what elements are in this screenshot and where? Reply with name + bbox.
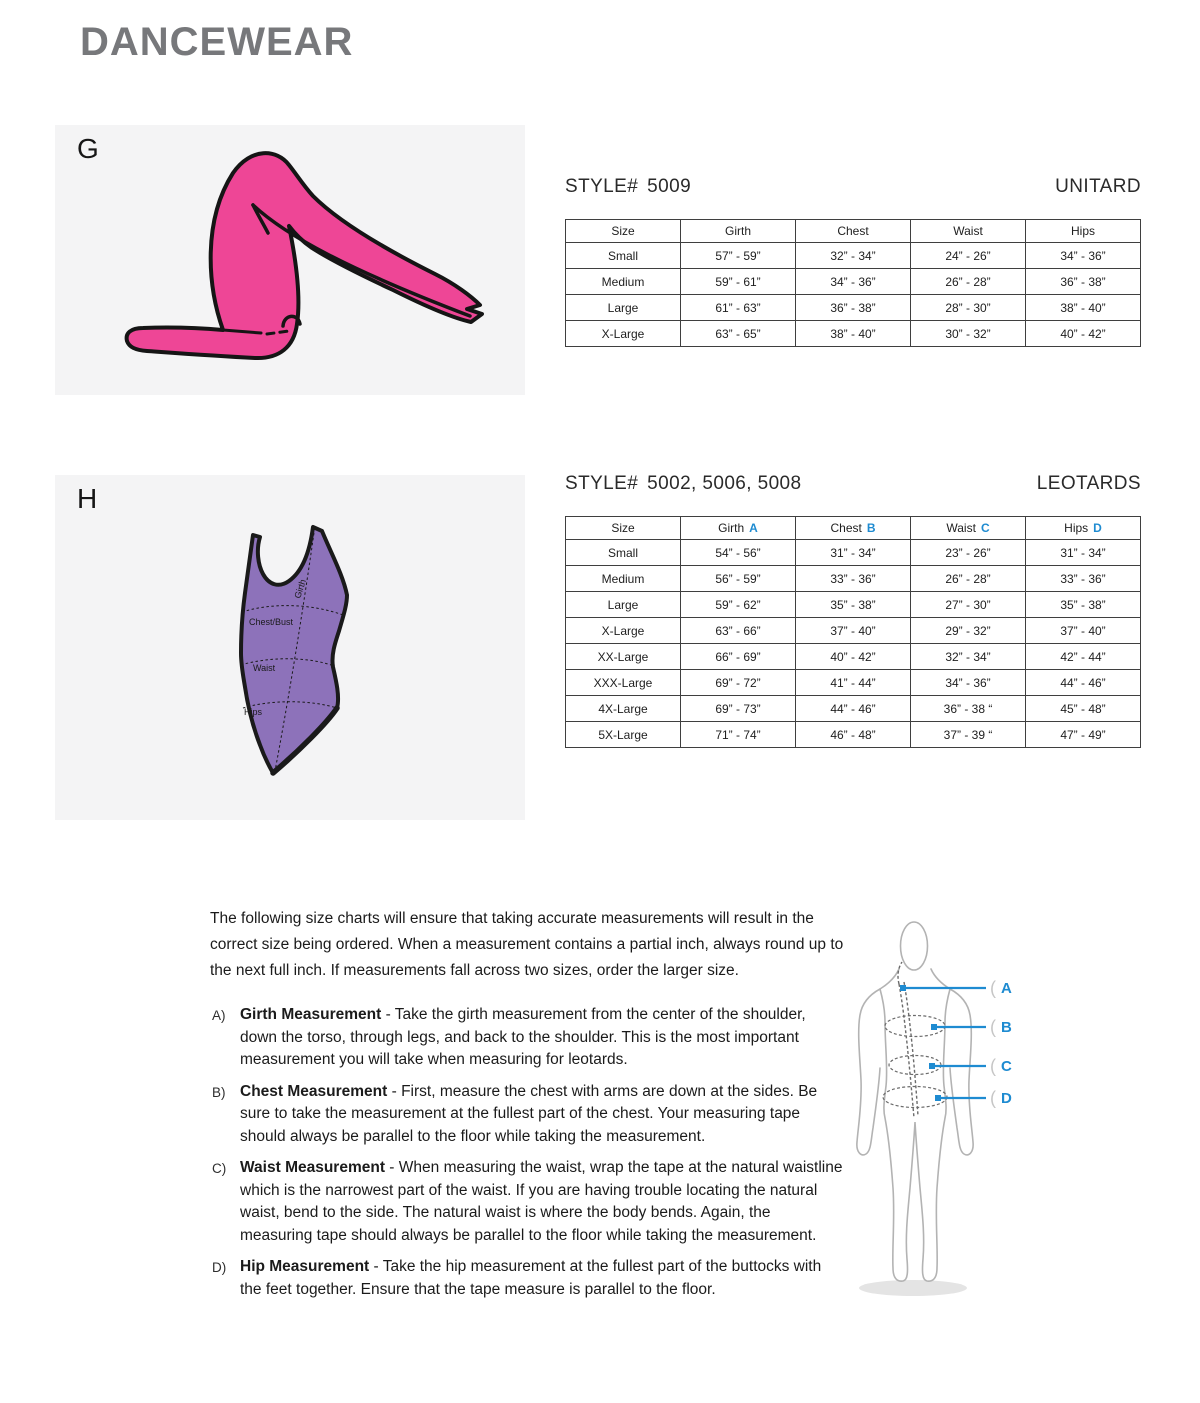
garment-chest-label: Chest/Bust bbox=[249, 617, 294, 627]
measuring-instructions bbox=[210, 906, 844, 1310]
size-row bbox=[566, 670, 1141, 696]
measurement-cell: 44” - 46” bbox=[796, 696, 911, 722]
measurement-cell: 38” - 40” bbox=[796, 321, 911, 347]
list-marker: A) bbox=[212, 1008, 226, 1023]
measurement-cell: 59” - 62” bbox=[681, 592, 796, 618]
instructions-intro: The following size charts will ensure that taking accurate measurements will result in the correct size being ordered. When a measurement contains a partial inch, always round up to the next full inch. If measurements fall across two sizes, order the larger size. bbox=[210, 910, 844, 979]
body-diagram bbox=[848, 908, 1200, 1304]
size-name-cell: Medium bbox=[566, 566, 681, 592]
column-header: Hips D bbox=[1026, 517, 1141, 540]
size-row bbox=[566, 321, 1141, 347]
measurement-cell: 36” - 38 “ bbox=[911, 696, 1026, 722]
floor-shadow bbox=[859, 1280, 967, 1296]
column-header: Waist C bbox=[911, 517, 1026, 540]
measurement-cell: 45” - 48” bbox=[1026, 696, 1141, 722]
measurement-cell: 59” - 61” bbox=[681, 269, 796, 295]
measurement-cell: 31” - 34” bbox=[1026, 540, 1141, 566]
leotards-info bbox=[565, 473, 1141, 748]
pointer-dots bbox=[900, 985, 941, 1101]
measurement-figure bbox=[848, 908, 1200, 1304]
measurement-cell: 33” - 36” bbox=[796, 566, 911, 592]
measurement-cell: 28” - 30” bbox=[911, 295, 1026, 321]
section-letter-g: G bbox=[77, 133, 99, 164]
measurement-cell: 37” - 40” bbox=[1026, 618, 1141, 644]
garment-waist-label: Waist bbox=[253, 663, 276, 673]
instruction-title: Girth Measurement bbox=[240, 1006, 382, 1023]
size-row bbox=[566, 243, 1141, 269]
size-row bbox=[566, 696, 1141, 722]
size-name-cell: Small bbox=[566, 243, 681, 269]
measurement-cell: 31” - 34” bbox=[796, 540, 911, 566]
unitard-info bbox=[565, 176, 1141, 347]
size-row bbox=[566, 644, 1141, 670]
column-header: Hips bbox=[1026, 220, 1141, 243]
measurement-cell: 34” - 36” bbox=[1026, 243, 1141, 269]
measurement-cell: 23” - 26” bbox=[911, 540, 1026, 566]
header-row bbox=[566, 517, 1141, 540]
measurement-cell: 29” - 32” bbox=[911, 618, 1026, 644]
measurement-cell: 40” - 42” bbox=[1026, 321, 1141, 347]
size-name-cell: X-Large bbox=[566, 321, 681, 347]
figure-label-b bbox=[990, 1018, 1012, 1036]
figure-label-c bbox=[990, 1057, 1012, 1075]
size-name-cell: Small bbox=[566, 540, 681, 566]
measurement-cell: 44” - 46” bbox=[1026, 670, 1141, 696]
measurement-cell: 66” - 69” bbox=[681, 644, 796, 670]
paren-glyph: ( bbox=[990, 1017, 996, 1037]
product-type: UNITARD bbox=[1055, 176, 1141, 197]
size-name-cell: Large bbox=[566, 592, 681, 618]
size-name-cell: 5X-Large bbox=[566, 722, 681, 748]
instruction-title: Hip Measurement bbox=[240, 1258, 370, 1275]
section-letter-h: H bbox=[77, 483, 98, 514]
measurement-cell: 33” - 36” bbox=[1026, 566, 1141, 592]
measurement-cell: 42” - 44” bbox=[1026, 644, 1141, 670]
size-row bbox=[566, 566, 1141, 592]
measurement-cell: 61” - 63” bbox=[681, 295, 796, 321]
size-row bbox=[566, 618, 1141, 644]
measurement-list bbox=[210, 1004, 844, 1301]
size-name-cell: XX-Large bbox=[566, 644, 681, 670]
measurement-cell: 37” - 40” bbox=[796, 618, 911, 644]
figure-label-a bbox=[990, 979, 1012, 997]
measure-letter: C bbox=[980, 521, 990, 535]
measurement-cell: 63” - 65” bbox=[681, 321, 796, 347]
column-header: Size bbox=[566, 517, 681, 540]
measurement-cell: 26” - 28” bbox=[911, 566, 1026, 592]
figure-letter: B bbox=[1001, 1018, 1012, 1036]
measurement-cell: 24” - 26” bbox=[911, 243, 1026, 269]
unitard-drawing bbox=[55, 125, 525, 395]
paren-glyph: ( bbox=[990, 978, 996, 998]
measurement-cell: 38” - 40” bbox=[1026, 295, 1141, 321]
measurement-cell: 34” - 36” bbox=[911, 670, 1026, 696]
column-header: Girth A bbox=[681, 517, 796, 540]
measurement-cell: 54” - 56” bbox=[681, 540, 796, 566]
size-row bbox=[566, 592, 1141, 618]
measurement-cell: 34” - 36” bbox=[796, 269, 911, 295]
column-header: Girth bbox=[681, 220, 796, 243]
figure-letter: C bbox=[1001, 1057, 1012, 1075]
measurement-cell: 32” - 34” bbox=[911, 644, 1026, 670]
page-title: DANCEWEAR bbox=[80, 20, 354, 64]
header-row bbox=[566, 220, 1141, 243]
measurement-cell: 46” - 48” bbox=[796, 722, 911, 748]
measurement-cell: 69” - 73” bbox=[681, 696, 796, 722]
leotard-illustration-box bbox=[55, 475, 525, 820]
measurement-cell: 40” - 42” bbox=[796, 644, 911, 670]
style-numbers: 5002, 5006, 5008 bbox=[647, 473, 802, 494]
measurement-cell: 36” - 38” bbox=[796, 295, 911, 321]
measure-letter: B bbox=[866, 521, 876, 535]
list-marker: D) bbox=[212, 1260, 227, 1275]
measurement-cell: 32” - 34” bbox=[796, 243, 911, 269]
measurement-cell: 37” - 39 “ bbox=[911, 722, 1026, 748]
style-numbers: 5009 bbox=[647, 176, 692, 197]
style-label: STYLE# bbox=[565, 176, 639, 197]
size-row bbox=[566, 269, 1141, 295]
figure-letter: A bbox=[1001, 979, 1012, 997]
measurement-cell: 63” - 66” bbox=[681, 618, 796, 644]
leotard-drawing bbox=[55, 475, 525, 820]
measurement-cell: 35” - 38” bbox=[1026, 592, 1141, 618]
column-header: Size bbox=[566, 220, 681, 243]
size-name-cell: X-Large bbox=[566, 618, 681, 644]
column-header: Chest bbox=[796, 220, 911, 243]
measurement-cell: 26” - 28” bbox=[911, 269, 1026, 295]
garment-hips-label: Hips bbox=[244, 707, 263, 717]
size-row bbox=[566, 722, 1141, 748]
measurement-instruction: D) Hip Measurement - Take the hip measurement at the fullest part of the buttocks with the feet together. Ensure that the tape measure is parallel to the floor. bbox=[212, 1258, 822, 1298]
measurement-instruction: B) Chest Measurement - First, measure the chest with arms are down at the sides. Be sure to take the measurement at the fullest part of the chest. Your measuring tape should always be parallel to the floor while taking the measurement. bbox=[212, 1082, 818, 1145]
measurement-cell: 57” - 59” bbox=[681, 243, 796, 269]
leotards-size-table bbox=[565, 516, 1141, 748]
measurement-cell: 35” - 38” bbox=[796, 592, 911, 618]
unitard-size-table bbox=[565, 219, 1141, 347]
column-header: Chest B bbox=[796, 517, 911, 540]
measurement-cell: 41” - 44” bbox=[796, 670, 911, 696]
measurement-instruction: A) Girth Measurement - Take the girth measurement from the center of the shoulder, down the torso, through legs, and back to the shoulder. This is the most important measurement you will take when measuring for leotards. bbox=[212, 1006, 806, 1068]
measurement-cell: 47” - 49” bbox=[1026, 722, 1141, 748]
unitard-style-row bbox=[565, 176, 1141, 198]
measurement-cell: 36” - 38” bbox=[1026, 269, 1141, 295]
instruction-title: Waist Measurement bbox=[240, 1159, 385, 1176]
leotards-style-row bbox=[565, 473, 1141, 495]
garment-girth-label: Girth bbox=[292, 577, 308, 600]
paren-glyph: ( bbox=[990, 1056, 996, 1076]
measurement-cell: 71” - 74” bbox=[681, 722, 796, 748]
list-marker: B) bbox=[212, 1084, 226, 1100]
style-label: STYLE# bbox=[565, 473, 639, 494]
size-name-cell: Large bbox=[566, 295, 681, 321]
instruction-title: Chest Measurement bbox=[240, 1082, 388, 1100]
measurement-cell: 30” - 32” bbox=[911, 321, 1026, 347]
unitard-illustration-box bbox=[55, 125, 525, 395]
measurement-cell: 27” - 30” bbox=[911, 592, 1026, 618]
measure-letter: D bbox=[1093, 521, 1102, 535]
measure-letter: A bbox=[749, 521, 758, 535]
measurement-cell: 69” - 72” bbox=[681, 670, 796, 696]
list-marker: C) bbox=[212, 1161, 227, 1176]
measurement-cell: 56” - 59” bbox=[681, 566, 796, 592]
measurement-instruction: C) Waist Measurement - When measuring the waist, wrap the tape at the natural waistline which is the narrowest part of the waist. If you are having trouble locating the natural waist, bend to the side. The natural waist is where the body bends. Again, the measuring tape should always be parallel to the floor while taking the measurement. bbox=[212, 1159, 843, 1244]
size-row bbox=[566, 295, 1141, 321]
size-name-cell: XXX-Large bbox=[566, 670, 681, 696]
size-row bbox=[566, 540, 1141, 566]
figure-letter: D bbox=[1001, 1089, 1012, 1107]
column-header: Waist bbox=[911, 220, 1026, 243]
figure-label-d bbox=[990, 1089, 1012, 1107]
product-type: LEOTARDS bbox=[1036, 473, 1141, 494]
size-name-cell: Medium bbox=[566, 269, 681, 295]
paren-glyph: ( bbox=[990, 1088, 996, 1108]
size-name-cell: 4X-Large bbox=[566, 696, 681, 722]
